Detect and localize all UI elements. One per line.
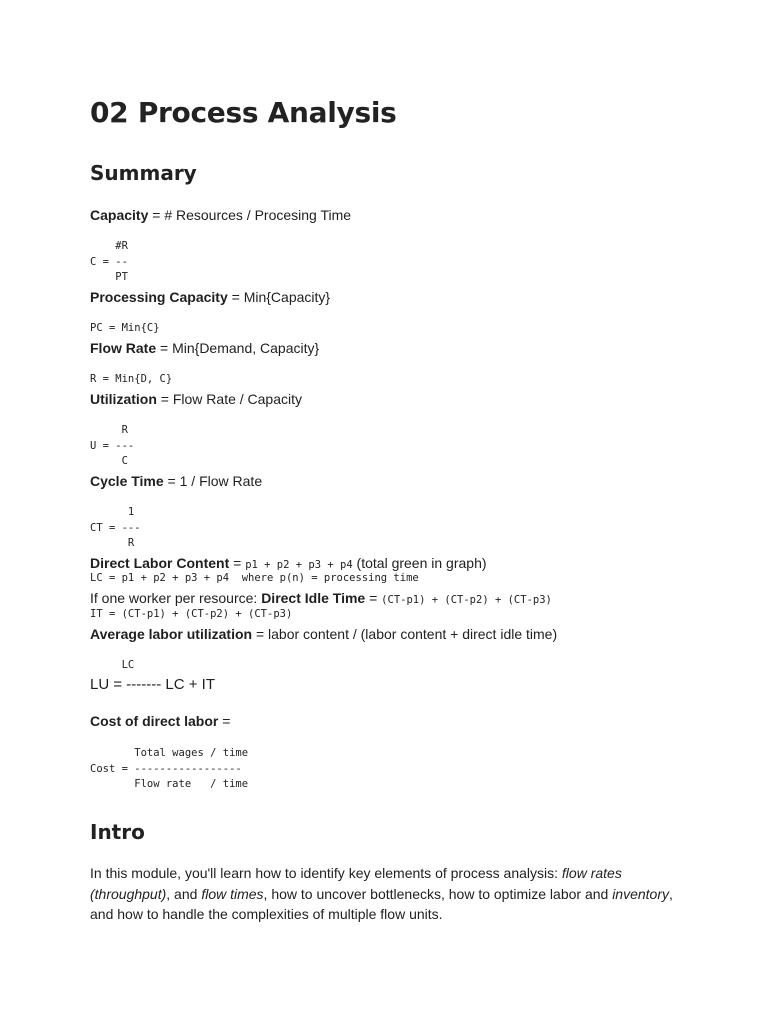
intro-text: , how to uncover bottlenecks, how to optimize labor and	[263, 885, 613, 902]
utilization-code: R U = --- C	[90, 424, 135, 467]
cost-of-direct-labor-code: Total wages / time Cost = ----------------- Flow rate / time	[90, 747, 249, 790]
direct-idle-time-formula: (CT-p1) + (CT-p2) + (CT-p3)	[381, 594, 552, 606]
direct-idle-time-term: Direct Idle Time	[261, 590, 366, 606]
processing-capacity-definition	[90, 288, 330, 306]
equals-sign: =	[365, 590, 382, 606]
flow-rate-term: Flow Rate	[90, 340, 157, 356]
inventory-term: inventory	[612, 885, 669, 902]
direct-idle-time-prefix: If one worker per resource:	[90, 590, 262, 606]
direct-labor-content-formula: p1 + p2 + p3 + p4	[245, 559, 353, 571]
average-labor-utilization-definition	[90, 625, 557, 643]
cost-of-direct-labor-eq: =	[218, 713, 231, 729]
capacity-definition	[90, 206, 351, 224]
direct-labor-content-term: Direct Labor Content	[90, 555, 230, 571]
cycle-time-formula: = 1 / Flow Rate	[163, 473, 263, 489]
flow-rate-formula: = Min{Demand, Capacity}	[156, 340, 320, 356]
direct-labor-content-note: (total green in graph)	[352, 555, 487, 571]
intro-paragraph	[90, 863, 680, 925]
page-title: 02 Process Analysis	[90, 96, 397, 129]
cycle-time-definition	[90, 472, 262, 490]
average-labor-utilization-formula: = labor content / (labor content + direct idle time)	[252, 626, 558, 642]
labor-utilization-numerator: LC	[90, 659, 135, 671]
intro-text: , and	[166, 885, 202, 902]
summary-heading: Summary	[90, 161, 197, 185]
utilization-definition	[90, 390, 302, 408]
flow-times-term: flow times	[201, 885, 264, 902]
direct-idle-time-definition	[90, 589, 552, 609]
average-labor-utilization-term: Average labor utilization	[90, 626, 253, 642]
processing-capacity-term: Processing Capacity	[90, 289, 228, 305]
cycle-time-term: Cycle Time	[90, 473, 164, 489]
capacity-formula: = # Resources / Procesing Time	[148, 207, 352, 223]
cost-of-direct-labor-term: Cost of direct labor	[90, 713, 219, 729]
processing-capacity-code: PC = Min{C}	[90, 322, 160, 334]
cycle-time-code: 1 CT = --- R	[90, 506, 141, 549]
direct-idle-time-code: IT = (CT-p1) + (CT-p2) + (CT-p3)	[90, 608, 293, 620]
capacity-code: #R C = -- PT	[90, 240, 128, 283]
labor-utilization-formula-line: LU = ------- LC + IT	[90, 676, 216, 693]
capacity-term: Capacity	[90, 207, 149, 223]
processing-capacity-formula: = Min{Capacity}	[227, 289, 331, 305]
intro-text: In this module, you'll learn how to identify key elements of process analysis:	[90, 865, 562, 881]
flow-rate-definition	[90, 339, 319, 357]
equals-sign: =	[229, 555, 246, 571]
intro-text: , and how to handle the complexities of multiple flow units.	[90, 885, 673, 922]
flow-rate-code: R = Min{D, C}	[90, 373, 173, 385]
direct-labor-content-code: LC = p1 + p2 + p3 + p4 where p(n) = processing time	[90, 572, 419, 584]
utilization-formula: = Flow Rate / Capacity	[156, 391, 303, 407]
cost-of-direct-labor-definition	[90, 712, 230, 730]
intro-heading: Intro	[90, 820, 145, 844]
utilization-term: Utilization	[90, 391, 157, 407]
flow-rates-term: flow rates (throughput)	[90, 865, 622, 902]
